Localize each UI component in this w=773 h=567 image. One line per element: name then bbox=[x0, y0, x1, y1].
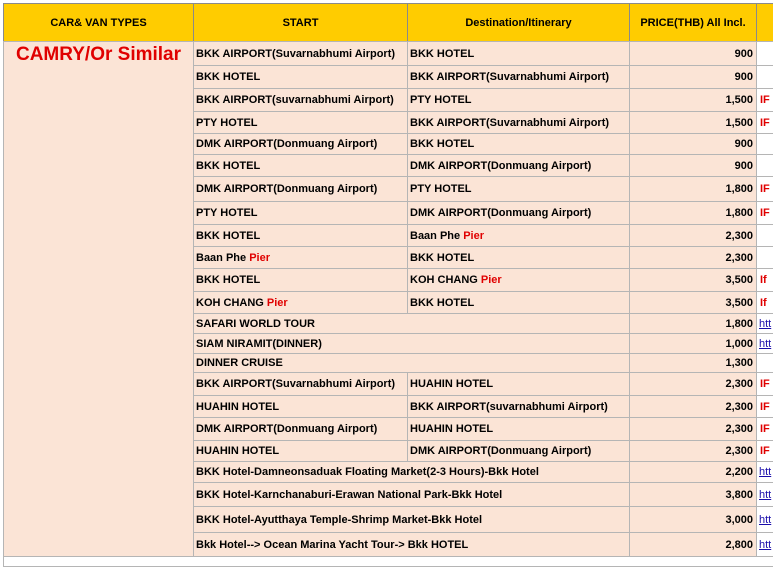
price-value: 1,500 bbox=[725, 94, 753, 106]
price-cell bbox=[629, 176, 757, 202]
start-label: Baan Phe bbox=[196, 251, 247, 264]
tour-link: htt bbox=[759, 488, 772, 501]
tour-cell bbox=[193, 353, 630, 373]
destination-label: DMK AIRPORT(Donmuang Airport) bbox=[410, 159, 592, 172]
note-text: IF bbox=[760, 445, 770, 457]
note-text: IF bbox=[760, 400, 770, 413]
link-cell[interactable] bbox=[756, 313, 773, 334]
start-cell bbox=[193, 224, 408, 247]
destination-cell bbox=[407, 41, 630, 66]
tour-label: BKK Hotel-Karnchanaburi-Erawan National Park-Bkk Hotel bbox=[196, 488, 503, 501]
header-col2 bbox=[193, 3, 408, 42]
tour-cell bbox=[193, 313, 630, 334]
tour-link: htt bbox=[759, 538, 772, 551]
header-col1 bbox=[3, 3, 194, 42]
price-value: 1,800 bbox=[725, 207, 753, 219]
price-cell bbox=[629, 88, 757, 112]
note-cell bbox=[756, 111, 773, 134]
price-value: 1,800 bbox=[725, 317, 753, 330]
price-cell bbox=[629, 268, 757, 292]
destination-cell bbox=[407, 372, 630, 396]
link-cell[interactable] bbox=[756, 461, 773, 483]
destination-label: BKK AIRPORT(suvarnabhumi Airport) bbox=[410, 400, 608, 413]
link-cell[interactable] bbox=[756, 506, 773, 533]
price-cell bbox=[629, 506, 757, 533]
note-cell bbox=[756, 88, 773, 112]
tour-link: htt bbox=[759, 513, 772, 526]
price-value: 1,300 bbox=[725, 357, 753, 369]
price-value: 2,300 bbox=[725, 423, 753, 435]
link-cell[interactable] bbox=[756, 333, 773, 354]
table-bottom-row bbox=[3, 556, 773, 567]
price-value: 900 bbox=[734, 71, 753, 83]
destination-cell bbox=[407, 291, 630, 314]
price-cell bbox=[629, 291, 757, 314]
price-value: 2,300 bbox=[725, 400, 753, 413]
tour-label: Bkk Hotel--> Ocean Marina Yacht Tour-> Bkk HOTEL bbox=[196, 538, 469, 551]
start-label: BKK HOTEL bbox=[196, 229, 261, 242]
note-text: IF bbox=[760, 183, 770, 195]
destination-cell bbox=[407, 154, 630, 177]
destination-cell bbox=[407, 88, 630, 112]
price-value: 3,500 bbox=[725, 274, 753, 286]
tour-link: htt bbox=[759, 466, 772, 478]
note-cell bbox=[756, 246, 773, 269]
header-label: PRICE(THB) All Incl. bbox=[640, 16, 746, 29]
destination-cell bbox=[407, 65, 630, 89]
start-label: DMK AIRPORT(Donmuang Airport) bbox=[196, 423, 378, 435]
destination-cell bbox=[407, 395, 630, 418]
note-cell bbox=[756, 41, 773, 66]
link-cell[interactable] bbox=[756, 532, 773, 557]
price-cell bbox=[629, 133, 757, 155]
destination-cell bbox=[407, 246, 630, 269]
price-value: 3,000 bbox=[725, 513, 753, 526]
price-value: 900 bbox=[734, 159, 753, 172]
note-text: IF bbox=[760, 207, 770, 219]
start-cell bbox=[193, 395, 408, 418]
price-value: 900 bbox=[734, 138, 753, 150]
price-cell bbox=[629, 461, 757, 483]
tour-link: htt bbox=[759, 337, 772, 350]
note-text: If bbox=[760, 274, 767, 286]
start-cell bbox=[193, 111, 408, 134]
start-cell bbox=[193, 291, 408, 314]
tour-cell bbox=[193, 506, 630, 533]
start-cell bbox=[193, 201, 408, 225]
price-cell bbox=[629, 482, 757, 507]
price-value: 1,800 bbox=[725, 183, 753, 195]
destination-cell bbox=[407, 201, 630, 225]
price-cell bbox=[629, 333, 757, 354]
price-value: 2,200 bbox=[725, 466, 753, 478]
destination-cell bbox=[407, 417, 630, 441]
destination-label: HUAHIN HOTEL bbox=[410, 378, 494, 390]
price-cell bbox=[629, 111, 757, 134]
pier-label: Pier bbox=[266, 296, 288, 309]
note-cell bbox=[756, 201, 773, 225]
note-cell bbox=[756, 268, 773, 292]
destination-cell bbox=[407, 133, 630, 155]
price-value: 2,300 bbox=[725, 378, 753, 390]
destination-label: HUAHIN HOTEL bbox=[410, 423, 494, 435]
note-text: IF bbox=[760, 423, 770, 435]
tour-label: SAFARI WORLD TOUR bbox=[196, 317, 315, 330]
start-cell bbox=[193, 417, 408, 441]
note-cell bbox=[756, 372, 773, 396]
price-cell bbox=[629, 246, 757, 269]
destination-label: Baan Phe bbox=[410, 229, 461, 242]
price-cell bbox=[629, 41, 757, 66]
start-label: PTY HOTEL bbox=[196, 207, 258, 219]
start-cell bbox=[193, 65, 408, 89]
price-value: 1,500 bbox=[725, 116, 753, 129]
note-cell bbox=[756, 417, 773, 441]
vehicle-type-cell bbox=[3, 41, 194, 557]
header-col3 bbox=[407, 3, 630, 42]
start-label: PTY HOTEL bbox=[196, 116, 258, 129]
price-cell bbox=[629, 353, 757, 373]
start-cell bbox=[193, 440, 408, 462]
destination-cell bbox=[407, 111, 630, 134]
price-value: 2,800 bbox=[725, 538, 753, 551]
note-text: IF bbox=[760, 116, 770, 129]
start-cell bbox=[193, 268, 408, 292]
link-cell[interactable] bbox=[756, 482, 773, 507]
price-cell bbox=[629, 65, 757, 89]
start-label: BKK AIRPORT(Suvarnabhumi Airport) bbox=[196, 47, 396, 60]
tour-link: htt bbox=[759, 317, 772, 330]
start-label: BKK HOTEL bbox=[196, 71, 261, 83]
vehicle-label: CAMRY/Or Similar bbox=[15, 44, 182, 65]
destination-label: BKK HOTEL bbox=[410, 251, 475, 264]
start-label: DMK AIRPORT(Donmuang Airport) bbox=[196, 138, 378, 150]
destination-label: BKK HOTEL bbox=[410, 47, 475, 60]
destination-label: DMK AIRPORT(Donmuang Airport) bbox=[410, 445, 592, 457]
destination-label: PTY HOTEL bbox=[410, 183, 472, 195]
start-label: BKK HOTEL bbox=[196, 274, 261, 286]
header-label: START bbox=[282, 16, 319, 29]
note-text: IF bbox=[760, 94, 770, 106]
header-label: CAR& VAN TYPES bbox=[50, 16, 147, 29]
tour-label: BKK Hotel-Ayutthaya Temple-Shrimp Market-Bkk Hotel bbox=[196, 513, 483, 526]
destination-cell bbox=[407, 224, 630, 247]
price-cell bbox=[629, 395, 757, 418]
note-cell bbox=[756, 65, 773, 89]
start-cell bbox=[193, 88, 408, 112]
destination-cell bbox=[407, 268, 630, 292]
tour-cell bbox=[193, 333, 630, 354]
note-cell bbox=[756, 224, 773, 247]
tour-cell bbox=[193, 461, 630, 483]
price-cell bbox=[629, 313, 757, 334]
note-cell bbox=[756, 291, 773, 314]
note-cell bbox=[756, 440, 773, 462]
tour-cell bbox=[193, 482, 630, 507]
price-cell bbox=[629, 372, 757, 396]
price-cell bbox=[629, 224, 757, 247]
price-value: 3,500 bbox=[725, 296, 753, 309]
note-text: IF bbox=[760, 378, 770, 390]
price-value: 1,000 bbox=[725, 337, 753, 350]
header-label: Destination/Itinerary bbox=[465, 16, 572, 29]
pier-label: Pier bbox=[480, 274, 502, 286]
pier-label: Pier bbox=[463, 229, 484, 242]
price-cell bbox=[629, 532, 757, 557]
destination-label: BKK AIRPORT(Suvarnabhumi Airport) bbox=[410, 71, 610, 83]
start-cell bbox=[193, 41, 408, 66]
start-label: KOH CHANG bbox=[196, 296, 264, 309]
header-col4 bbox=[629, 3, 757, 42]
destination-label: BKK HOTEL bbox=[410, 296, 475, 309]
note-cell bbox=[756, 133, 773, 155]
price-value: 2,300 bbox=[725, 251, 753, 264]
header-extra bbox=[756, 3, 773, 42]
destination-label: BKK HOTEL bbox=[410, 138, 475, 150]
price-cell bbox=[629, 154, 757, 177]
note-text: If bbox=[760, 296, 767, 309]
tour-label: DINNER CRUISE bbox=[196, 357, 283, 369]
destination-cell bbox=[407, 440, 630, 462]
note-cell bbox=[756, 154, 773, 177]
tour-label: BKK Hotel-Damneonsaduak Floating Market(2-3 Hours)-Bkk Hotel bbox=[196, 466, 539, 478]
start-label: BKK AIRPORT(suvarnabhumi Airport) bbox=[196, 94, 394, 106]
start-cell bbox=[193, 176, 408, 202]
start-cell bbox=[193, 372, 408, 396]
start-cell bbox=[193, 154, 408, 177]
start-label: BKK HOTEL bbox=[196, 159, 261, 172]
start-label: DMK AIRPORT(Donmuang Airport) bbox=[196, 183, 378, 195]
note-cell bbox=[756, 176, 773, 202]
start-label: BKK AIRPORT(Suvarnabhumi Airport) bbox=[196, 378, 396, 390]
tour-cell bbox=[193, 532, 630, 557]
price-cell bbox=[629, 201, 757, 225]
start-label: HUAHIN HOTEL bbox=[196, 445, 280, 457]
pier-label: Pier bbox=[249, 251, 270, 264]
start-label: HUAHIN HOTEL bbox=[196, 400, 280, 413]
destination-label: PTY HOTEL bbox=[410, 94, 472, 106]
tour-label: SIAM NIRAMIT(DINNER) bbox=[196, 337, 322, 350]
destination-label: DMK AIRPORT(Donmuang Airport) bbox=[410, 207, 592, 219]
price-value: 3,800 bbox=[725, 488, 753, 501]
price-cell bbox=[629, 417, 757, 441]
destination-label: KOH CHANG bbox=[410, 274, 478, 286]
price-value: 2,300 bbox=[725, 229, 753, 242]
price-value: 900 bbox=[734, 47, 753, 60]
link-cell bbox=[756, 353, 773, 373]
destination-cell bbox=[407, 176, 630, 202]
price-cell bbox=[629, 440, 757, 462]
start-cell bbox=[193, 246, 408, 269]
price-value: 2,300 bbox=[725, 445, 753, 457]
note-cell bbox=[756, 395, 773, 418]
start-cell bbox=[193, 133, 408, 155]
destination-label: BKK AIRPORT(Suvarnabhumi Airport) bbox=[410, 116, 610, 129]
